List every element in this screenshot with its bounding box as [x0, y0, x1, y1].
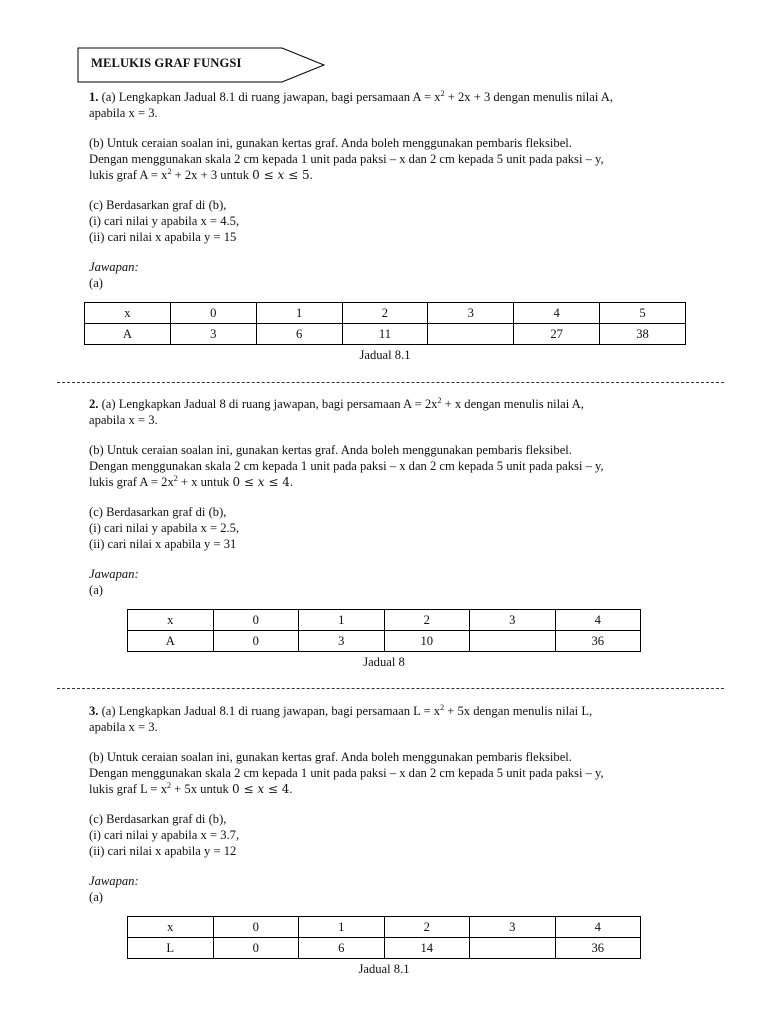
blank-answer-cell[interactable]: [428, 324, 514, 345]
table-cell: 3: [299, 631, 385, 652]
table-cell: 2: [384, 610, 470, 631]
table-cell: 1: [299, 610, 385, 631]
table-cell: 5: [600, 303, 686, 324]
q3-table: [127, 916, 641, 959]
q3-part-a-line1: 3. (a) Lengkapkan Jadual 8.1 di ruang jawapan, bagi persamaan $L = x^2 + 5x$ dengan menulis nilai L,: [89, 703, 593, 718]
table-cell: 1: [256, 303, 342, 324]
q2-part-b-line3: lukis graf $A = 2x^2 + x$ untuk 0 ≤ x ≤ 4.: [89, 474, 294, 489]
q2-part-c-line2: (i) cari nilai y apabila x = 2.5,: [89, 521, 240, 535]
q3-domain-range: 0 ≤ x ≤ 4: [231, 782, 290, 796]
q3-part-c-line1: (c) Berdasarkan graf di (b),: [89, 812, 227, 826]
table-cell: 3: [170, 324, 256, 345]
q1-part-a-line2: apabila x = 3.: [89, 106, 158, 120]
table-cell: 10: [384, 631, 470, 652]
question-2: [89, 396, 689, 598]
q1-part-b-line2: Dengan menggunakan skala 2 cm kepada 1 unit pada paksi – x dan 2 cm kepada 5 unit pada paksi – y,: [89, 152, 604, 166]
section-divider: [57, 382, 724, 383]
q2-table-row-x: [128, 610, 641, 631]
table-cell: 6: [299, 938, 385, 959]
q3-jawapan-label: Jawapan:: [89, 874, 139, 888]
q2-part-b-line2: Dengan menggunakan skala 2 cm kepada 1 unit pada paksi – x dan 2 cm kepada 5 unit pada paksi – y,: [89, 459, 604, 473]
section-divider: [57, 688, 724, 689]
q1-jawapan-label: Jawapan:: [89, 260, 139, 274]
q2-part-c-line3: (ii) cari nilai x apabila y = 31: [89, 537, 237, 551]
q3-table-row-l: [128, 938, 641, 959]
table-cell: 4: [514, 303, 600, 324]
q2-domain-range: 0 ≤ x ≤ 4: [232, 475, 290, 489]
blank-answer-cell[interactable]: [470, 631, 556, 652]
q2-answer-part-a: (a): [89, 583, 103, 597]
table-cell: x: [128, 917, 214, 938]
question-1: [89, 89, 689, 291]
table-cell: 0: [213, 938, 299, 959]
table-cell: 11: [342, 324, 428, 345]
q1-part-b-line1: (b) Untuk ceraian soalan ini, gunakan kertas graf. Anda boleh menggunakan pembaris fleksibel.: [89, 136, 572, 150]
table-cell: 0: [213, 917, 299, 938]
q1-part-a-line1: 1. (a) Lengkapkan Jadual 8.1 di ruang jawapan, bagi persamaan $A = x^2 + 2x + 3$ dengan menulis nilai A,: [89, 89, 614, 104]
q2-part-a-line2: apabila x = 3.: [89, 413, 158, 427]
table-cell: 0: [213, 610, 299, 631]
table-cell: 3: [428, 303, 514, 324]
table-cell: 3: [470, 917, 556, 938]
q1-table-row-x: [85, 303, 686, 324]
q3-part-b-line2: Dengan menggunakan skala 2 cm kepada 1 unit pada paksi – x dan 2 cm kepada 5 unit pada paksi – y,: [89, 766, 604, 780]
q2-number: 2.: [89, 397, 99, 411]
q1-number: 1.: [89, 90, 99, 104]
q3-table-row-x: [128, 917, 641, 938]
table-cell: 4: [555, 610, 641, 631]
page-title: MELUKIS GRAF FUNGSI: [91, 56, 242, 70]
table-cell: A: [85, 324, 171, 345]
q2-table: [127, 609, 641, 652]
q1-domain-range: 0 ≤ x ≤ 5: [252, 168, 310, 182]
table-cell: 4: [555, 917, 641, 938]
q1-part-c-line1: (c) Berdasarkan graf di (b),: [89, 198, 227, 212]
table-cell: 1: [299, 917, 385, 938]
q2-part-c-line1: (c) Berdasarkan graf di (b),: [89, 505, 227, 519]
q1-part-c-line3: (ii) cari nilai x apabila y = 15: [89, 230, 237, 244]
table-cell: 38: [600, 324, 686, 345]
table-cell: 36: [555, 938, 641, 959]
table-cell: 2: [342, 303, 428, 324]
q2-part-a-line1: 2. (a) Lengkapkan Jadual 8 di ruang jawapan, bagi persamaan $A = 2x^2 + x$ dengan menulis nilai A,: [89, 396, 584, 411]
q3-part-c-line3: (ii) cari nilai x apabila y = 12: [89, 844, 237, 858]
q1-table: [84, 302, 686, 345]
q2-table-row-a: [128, 631, 641, 652]
q3-part-b-line3: lukis graf $L = x^2 + 5x$ untuk 0 ≤ x ≤ 4.: [89, 781, 293, 796]
table-cell: L: [128, 938, 214, 959]
table-cell: x: [85, 303, 171, 324]
table-cell: 2: [384, 917, 470, 938]
table-cell: A: [128, 631, 214, 652]
table-cell: 36: [555, 631, 641, 652]
table-cell: x: [128, 610, 214, 631]
table-cell: 0: [170, 303, 256, 324]
q2-jawapan-label: Jawapan:: [89, 567, 139, 581]
q2-part-b-line1: (b) Untuk ceraian soalan ini, gunakan kertas graf. Anda boleh menggunakan pembaris fleksibel.: [89, 443, 572, 457]
table-cell: 14: [384, 938, 470, 959]
q3-part-a-line2: apabila x = 3.: [89, 720, 158, 734]
table-cell: 0: [213, 631, 299, 652]
q1-answer-part-a: (a): [89, 276, 103, 290]
q3-table-caption: Jadual 8.1: [358, 962, 410, 976]
q1-part-c-line2: (i) cari nilai y apabila x = 4.5,: [89, 214, 240, 228]
q1-part-b-line3: lukis graf $A = x^2 + 2x + 3$ untuk 0 ≤ x ≤ 5.: [89, 167, 313, 182]
q3-number: 3.: [89, 704, 99, 718]
table-cell: 27: [514, 324, 600, 345]
question-3: [89, 703, 689, 905]
table-cell: 6: [256, 324, 342, 345]
table-cell: 3: [470, 610, 556, 631]
section-title-box: [77, 47, 327, 83]
blank-answer-cell[interactable]: [470, 938, 556, 959]
q1-table-row-a: [85, 324, 686, 345]
q3-part-c-line2: (i) cari nilai y apabila x = 3.7,: [89, 828, 240, 842]
q3-answer-part-a: (a): [89, 890, 103, 904]
q3-part-b-line1: (b) Untuk ceraian soalan ini, gunakan kertas graf. Anda boleh menggunakan pembaris fleksibel.: [89, 750, 572, 764]
q1-table-caption: Jadual 8.1: [359, 348, 411, 362]
q2-table-caption: Jadual 8: [363, 655, 405, 669]
